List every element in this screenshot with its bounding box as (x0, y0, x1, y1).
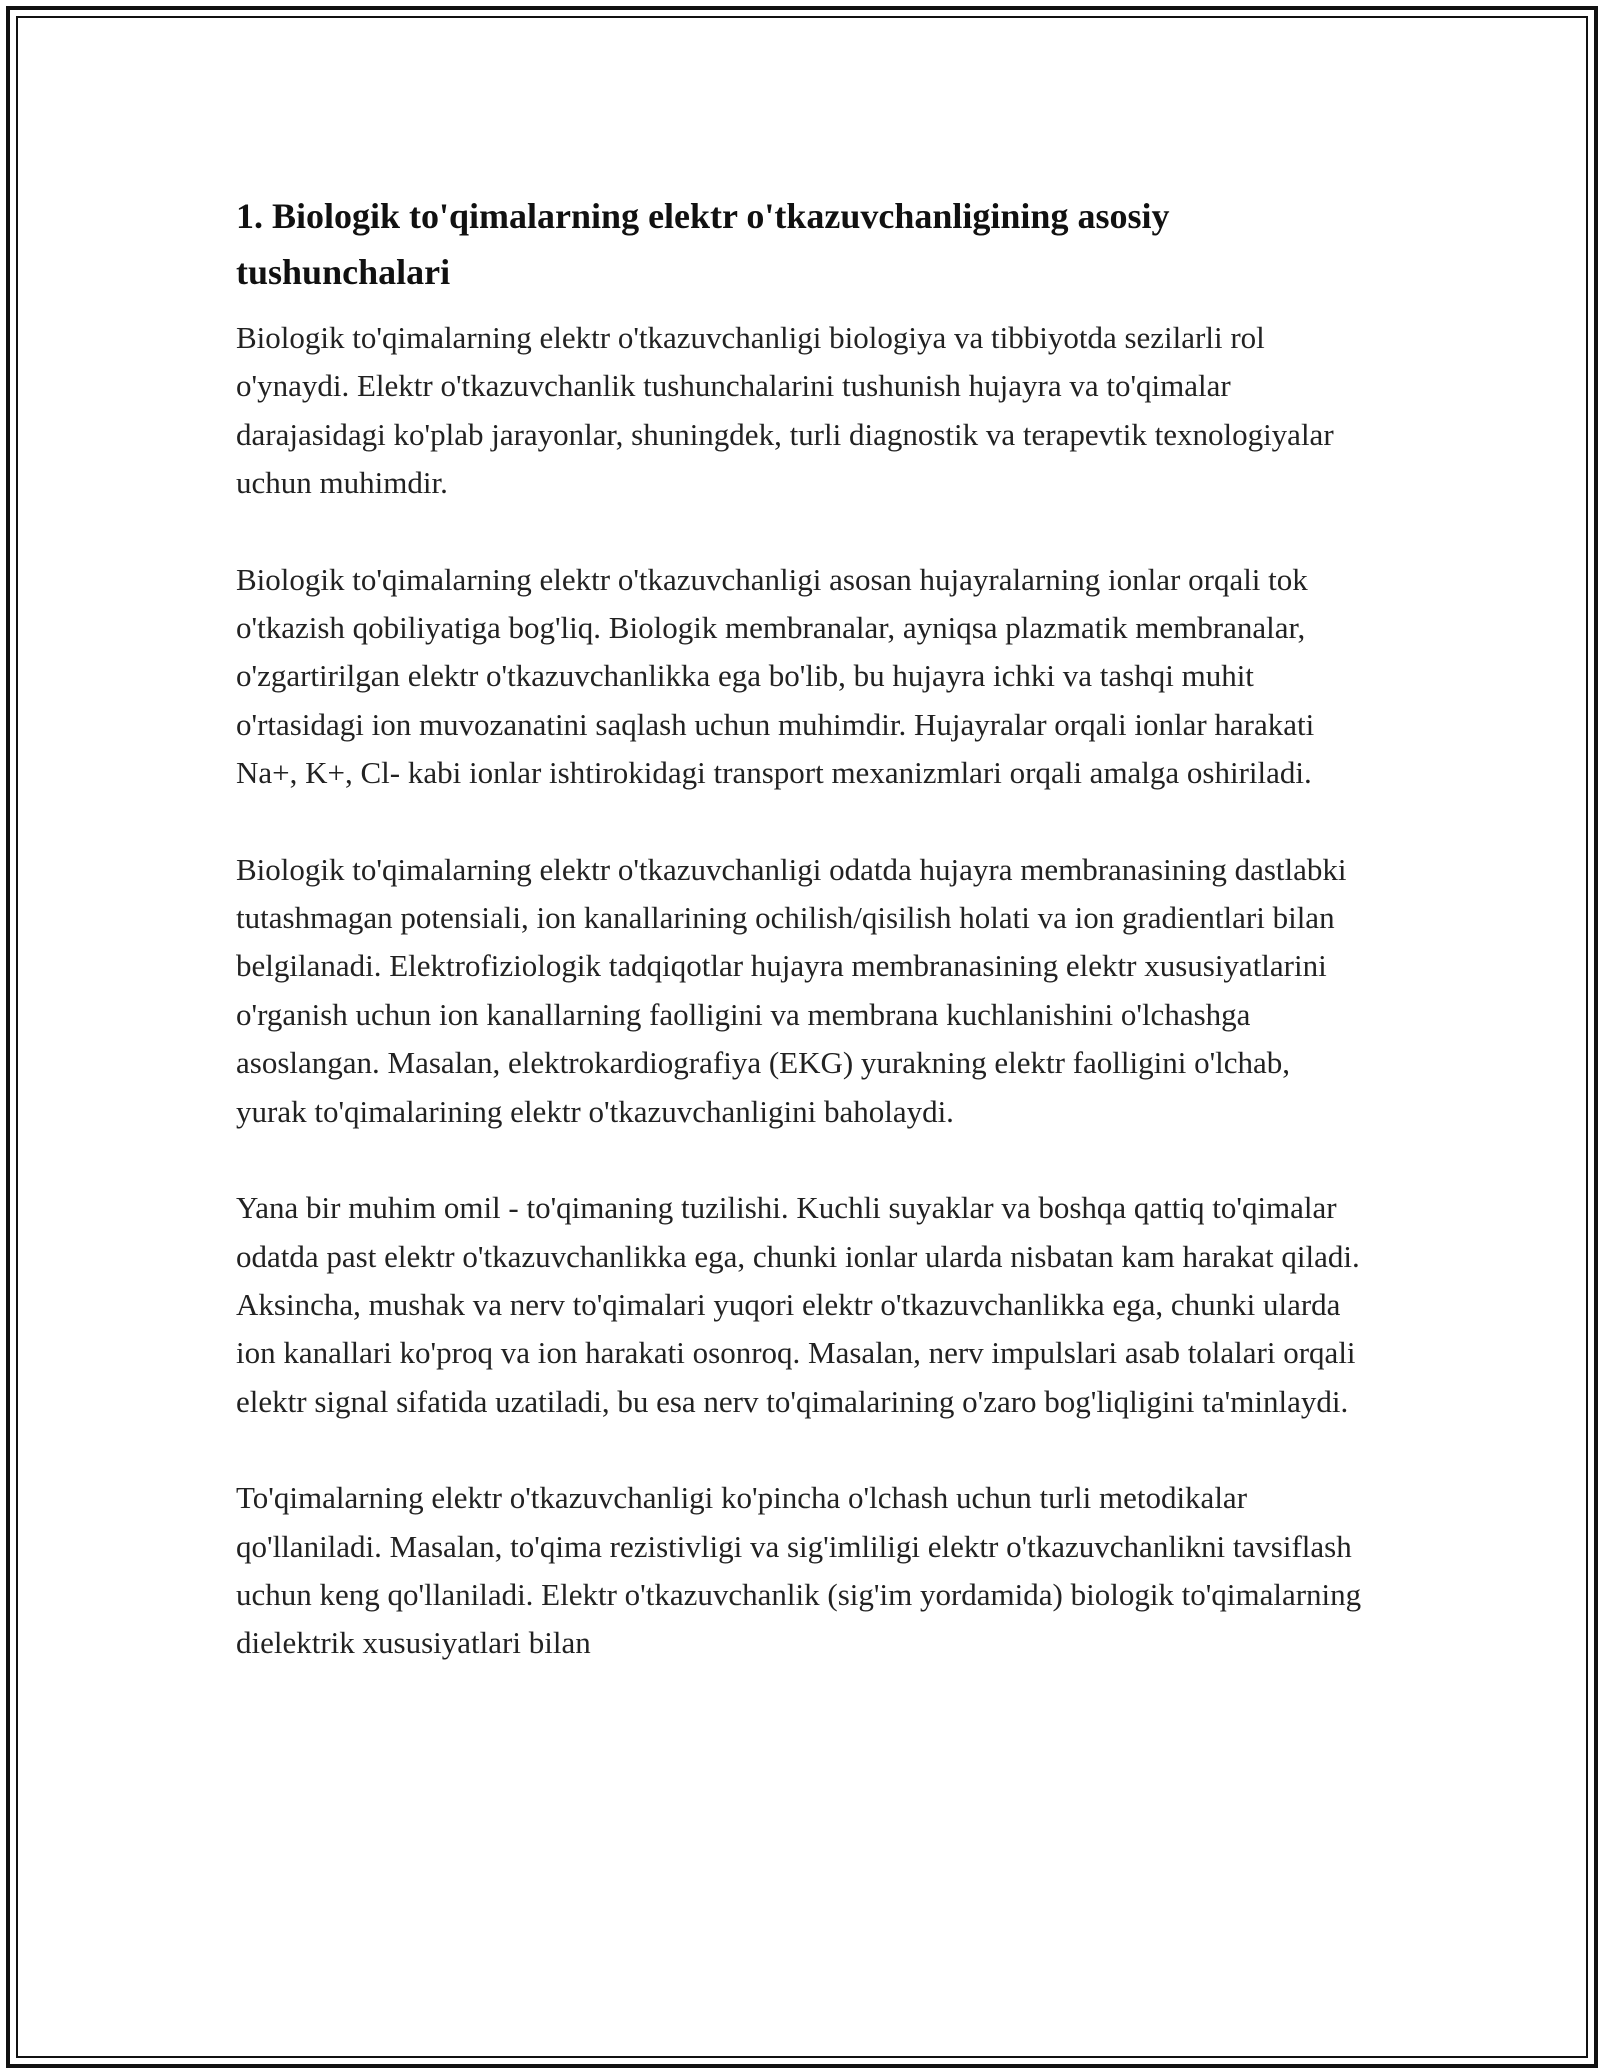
section-heading: 1. Biologik to'qimalarning elektr o'tkazuvchanligining asosiy tushunchalari (236, 196, 1170, 292)
paragraph-ion-conduction: Biologik to'qimalarning elektr o'tkazuvchanligi asosan hujayralarning ionlar orqali tok o'tkazish qobiliyatiga bog'liq. Biologik membranalar, ayniqsa plazmatik membranalar, o'zgartirilgan elektr o'tkazuvchanlikka ega bo'lib, bu hujayra ichki va tashqi muhit o'rtasidagi ion muvozanatini saqlash uchun muhimdir. Hujayralar orqali ionlar harakati Na+, K+, Cl- kabi ionlar ishtirokidagi transport mexanizmlari orqali amalga oshiriladi. (236, 561, 1315, 791)
paragraph-membrane-potential: Biologik to'qimalarning elektr o'tkazuvchanligi odatda hujayra membranasining dastlabki tutashmagan potensiali, ion kanallarining ochilish/qisilish holati va ion gradientlari bilan belgilanadi. Elektrofiziologik tadqiqotlar hujayra membranasining elektr xususiyatlarini o'rganish uchun ion kanallarning faolligini va membrana kuchlanishini o'lchashga asoslangan. Masalan, elektrokardiografiya (EKG) yurakning elektr faolligini o'lchab, yurak to'qimalarining elektr o'tkazuvchanligini baholaydi. (236, 851, 1347, 1129)
paragraph-tissue-structure: Yana bir muhim omil - to'qimaning tuzilishi. Kuchli suyaklar va boshqa qattiq to'qimalar odatda past elektr o'tkazuvchanlikka ega, chunki ionlar ularda nisbatan kam harakat qiladi. Aksincha, mushak va nerv to'qimalari yuqori elektr o'tkazuvchanlikka ega, chunki ularda ion kanallari ko'proq va ion harakati osonroq. Masalan, nerv impulslari asab tolalari orqali elektr signal sifatida uzatiladi, bu esa nerv to'qimalarining o'zaro bog'liqligini ta'minlaydi. (236, 1190, 1360, 1419)
paragraph-measurement-methods: To'qimalarning elektr o'tkazuvchanligi ko'pincha o'lchash uchun turli metodikalar qo'llaniladi. Masalan, to'qima rezistivligi va sig'imliligi elektr o'tkazuvchanlikni tavsiflash uchun keng qo'llaniladi. Elektr o'tkazuvchanlik (sig'im yordamida) biologik to'qimalarning dielektrik xususiyatlari bilan (236, 1480, 1362, 1661)
paragraph-intro: Biologik to'qimalarning elektr o'tkazuvchanligi biologiya va tibbiyotda sezilarli rol o'ynaydi. Elektr o'tkazuvchanlik tushunchalarini tushunish hujayra va to'qimalar darajasidagi ko'plab jarayonlar, shuningdek, turli diagnostik va terapevtik texnologiyalar uchun muhimdir. (236, 320, 1334, 501)
document-body (236, 188, 1366, 1716)
